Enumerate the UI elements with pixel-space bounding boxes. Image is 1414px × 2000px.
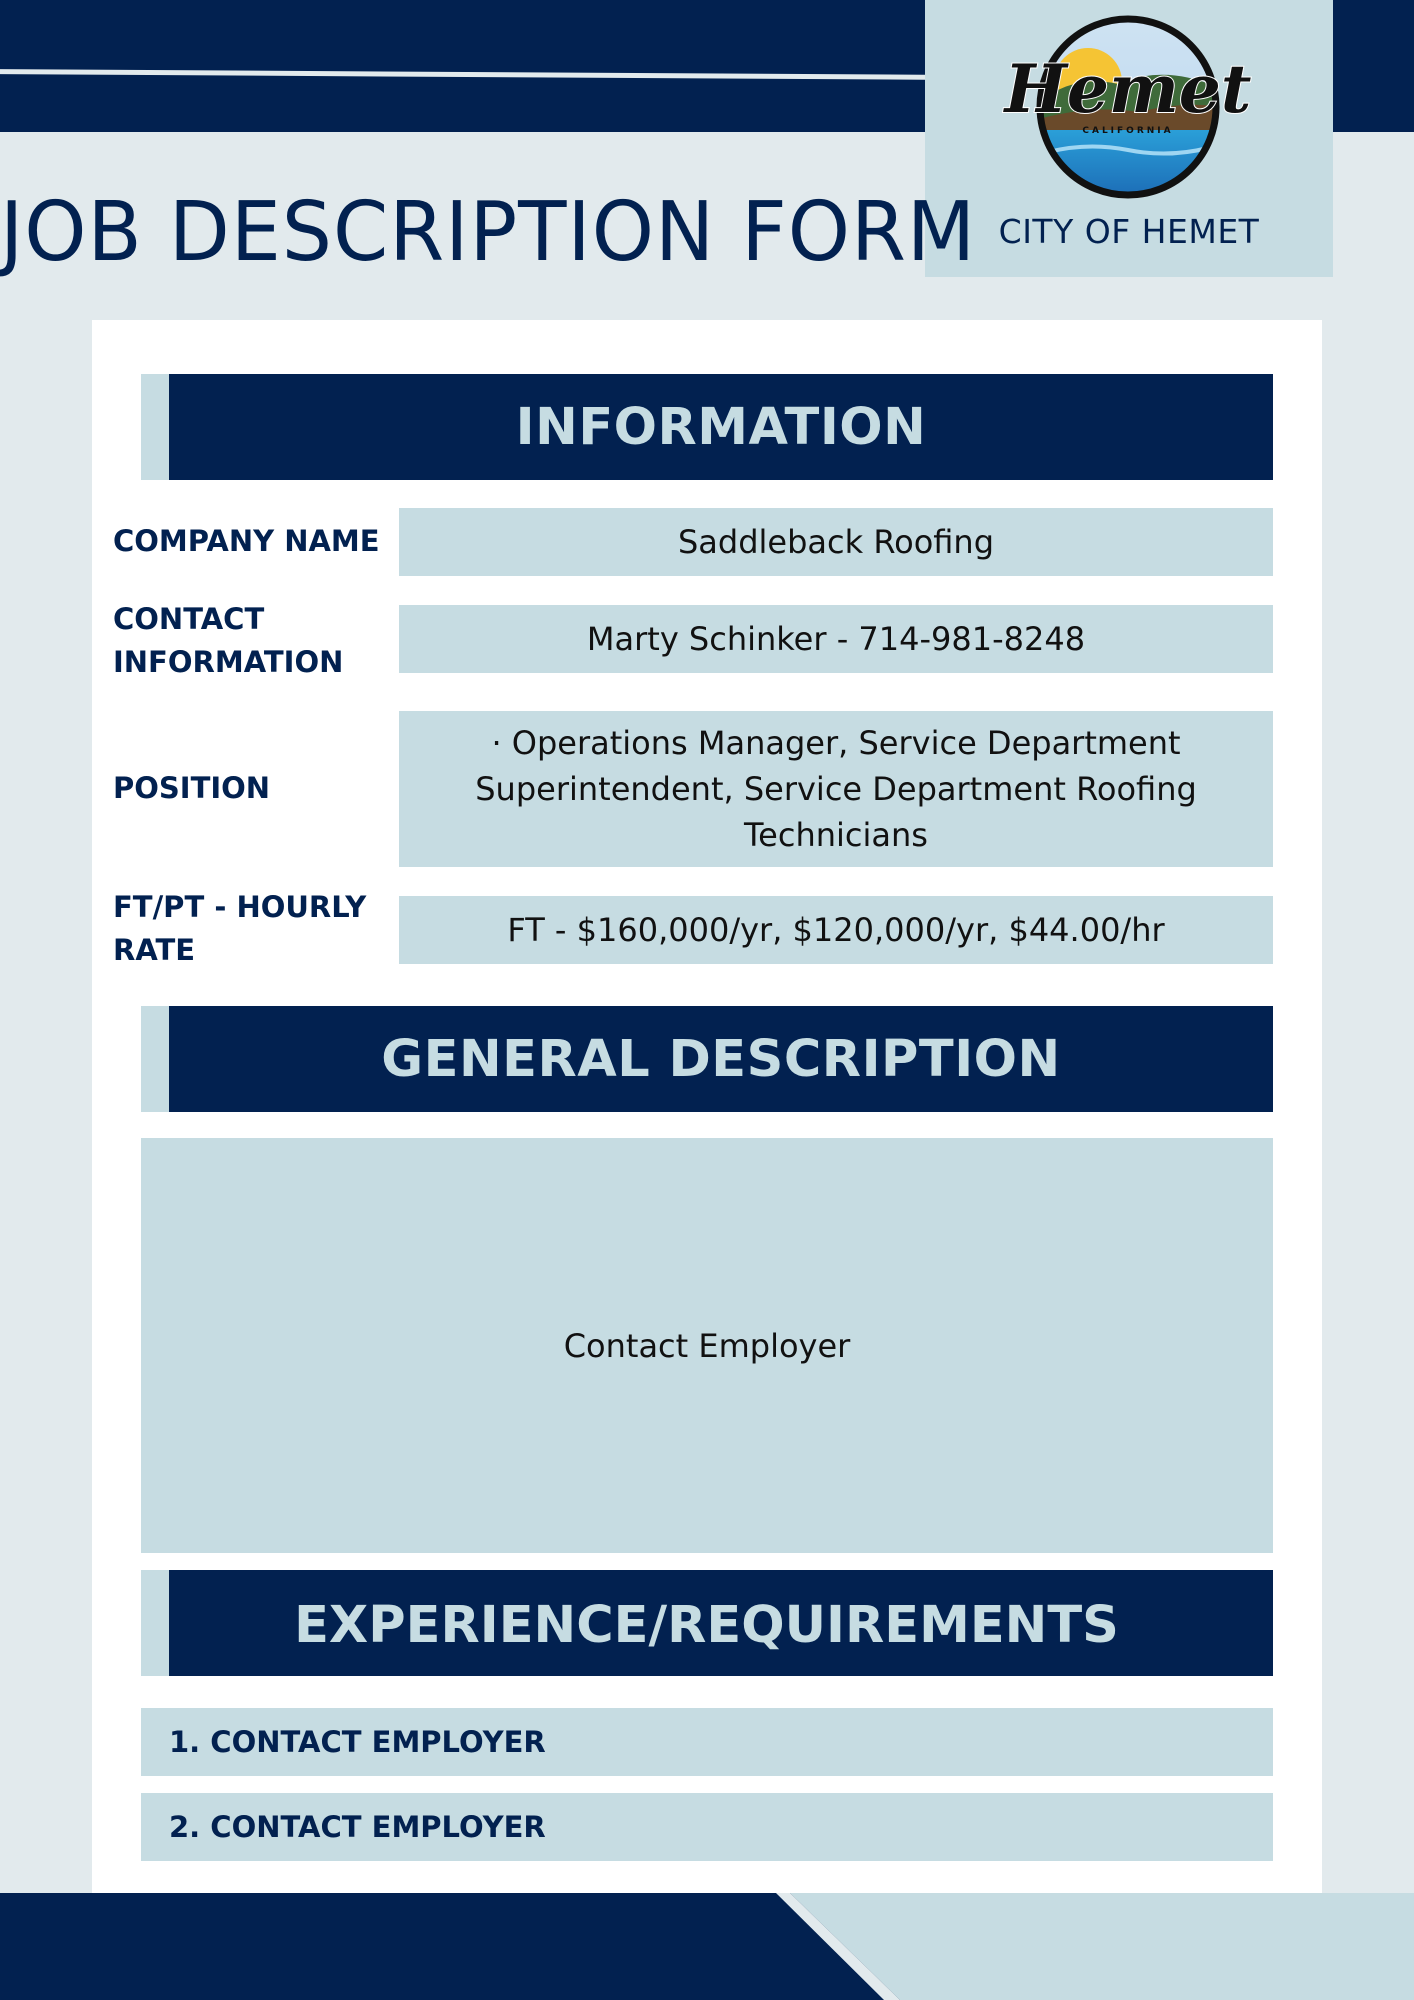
company-name-label: COMPANY NAME xyxy=(113,524,380,558)
company-name-field: Saddleback Roofing xyxy=(399,508,1273,576)
hourly-rate-label: FT/PT - HOURLY RATE xyxy=(113,890,367,967)
requirement-item: 1. CONTACT EMPLOYER xyxy=(141,1708,1273,1776)
section-title-experience: EXPERIENCE/REQUIREMENTS xyxy=(294,1596,1119,1655)
section-title-information: INFORMATION xyxy=(515,397,927,457)
logo-caption: CITY OF HEMET xyxy=(998,212,1260,251)
position-label: POSITION xyxy=(113,771,271,805)
svg-text:CALIFORNIA: CALIFORNIA xyxy=(1082,126,1174,136)
page-title: JOB DESCRIPTION FORM xyxy=(0,185,977,280)
section-title-experience-wrap xyxy=(170,1590,1243,1662)
section-header-information xyxy=(141,374,1273,480)
city-logo xyxy=(1004,12,1252,202)
footer-banner xyxy=(0,1893,1414,2000)
svg-text:Hemet: Hemet xyxy=(1004,50,1252,128)
hourly-rate-field: FT - $160,000/yr, $120,000/yr, $44.00/hr xyxy=(399,896,1273,964)
requirement-item: 2. CONTACT EMPLOYER xyxy=(141,1793,1273,1861)
contact-information-field: Marty Schinker - 714-981-8248 xyxy=(399,605,1273,673)
section-header-general-description xyxy=(141,1006,1273,1112)
section-title-general-description: GENERAL DESCRIPTION xyxy=(381,1029,1061,1089)
logo-panel xyxy=(925,0,1333,277)
position-field: · Operations Manager, Service Department Superintendent, Service Department Roofing Technicians xyxy=(399,711,1273,867)
general-description-field: Contact Employer xyxy=(141,1138,1273,1553)
contact-information-label: CONTACT INFORMATION xyxy=(113,602,344,679)
